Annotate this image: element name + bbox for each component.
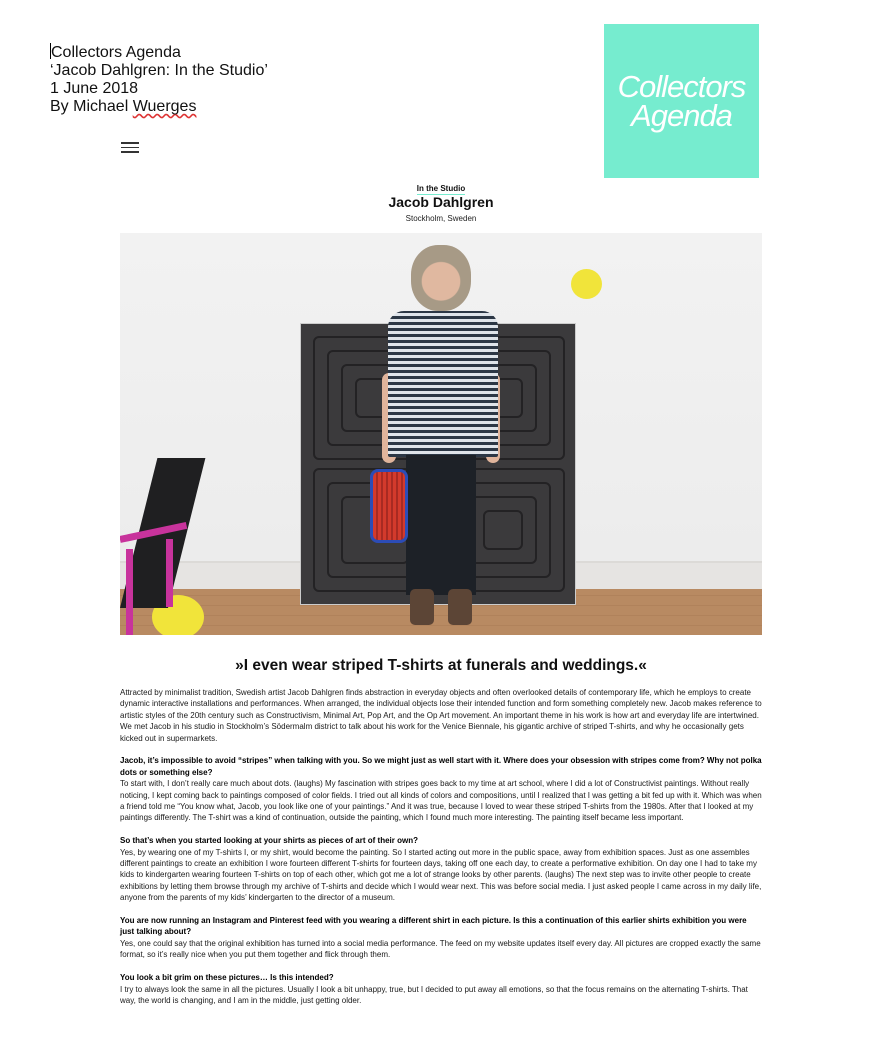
striped-tshirt (388, 311, 498, 457)
spiral-line (483, 510, 523, 550)
chair-leg (126, 549, 133, 635)
logo-line-2: Agenda (631, 98, 732, 133)
misspelled-word[interactable]: Wuerges (132, 98, 197, 115)
date-line: 1 June 2018 (50, 80, 139, 97)
article-title-line: ‘Jacob Dahlgren: In the Studio’ (50, 62, 268, 79)
person-jeans (406, 455, 476, 595)
logo-line-1: Collectors (617, 69, 746, 104)
person-head (411, 245, 471, 311)
person-shoe (410, 589, 434, 625)
artist-location: Stockholm, Sweden (405, 214, 477, 223)
byline: By Michael Wuerges (50, 98, 197, 115)
red-cable-reel (370, 469, 408, 543)
artist-name-heading: Jacob Dahlgren (388, 194, 494, 210)
article-body (120, 687, 762, 1018)
yellow-balloon-wall (571, 269, 602, 299)
interview-question: Jacob, it’s impossible to avoid “stripes” when talking with you. So we might just as well start with it. Where does your obsession with stripes come from? Why not polka dots or something else? (120, 756, 762, 777)
pull-quote: »I even wear striped T-shirts at funerals and weddings.« (235, 657, 647, 674)
interview-answer: I try to always look the same in all the pictures. Usually I look a bit unhappy, true, but I decided to put away all emotions, so that the focus remains on the alternating T-shirts. That way, the world is changing, and I am in the middle, just getting older. (120, 984, 748, 1005)
collectors-agenda-logo[interactable] (604, 24, 759, 178)
hero-photo (120, 233, 762, 635)
kicker-link[interactable]: In the Studio (416, 184, 466, 193)
chair-leg (166, 539, 173, 607)
interview-question: You are now running an Instagram and Pinterest feed with you wearing a different shirt in each picture. Is this a continuation of this earlier shirts exhibition you were just talking about? (120, 916, 747, 937)
person-shoe (448, 589, 472, 625)
document-header[interactable] (50, 43, 268, 116)
interview-answer: Yes, one could say that the original exhibition has turned into a social media performance. The feed on my website updates itself every day. All pictures are cropped exactly the same format, so it’s really nice when you put them together and flick through them. (120, 938, 761, 960)
menu-bar (121, 151, 139, 153)
interview-question: So that’s when you started looking at your shirts as pieces of art of their own? (120, 836, 418, 846)
menu-bar (121, 142, 139, 144)
interview-question: You look a bit grim on these pictures… Is this intended? (120, 973, 334, 983)
interview-answer: To start with, I don’t really care much about dots. (laughs) My fascination with stripes goes back to my time at art school, where I did a lot of Constructivist paintings. Without really noticing, I kept coming back to paintings composed of color fields. I tried out all kinds of colors and compositions, until I realized that I was getting a bit fed up with it. Which was when a friend told me “You know what, Jacob, you look like one of your paintings.” And it was true, because I loved to wear these striped T-shirts from the 1980s. After that I looked at my paintings differently. The T-shirt was a kind of continuation, outside the painting, which I found much more interesting. The painting itself became less important. (120, 779, 762, 823)
interview-answer: Yes, by wearing one of my T-shirts I, or my shirt, would become the painting. So I started acting out more in the public space, away from exhibition spaces. Just as one assembles different paintings to create an exhibition I wore fourteen different T-shirts for fourteen days, taking off one each day, to create a performative exhibition. On day one I had to take my kids to kindergarten wearing fourteen T-shirts on top of each other, which got me a lot of strange looks by other parents. (laughs) The next step was to invite other people to create exhibitions by letting them browse through my archive of T-shirts and decide which I would wear next. This was before social media. I just asked people I came across in my daily life, anyone from the parents of my kids’ kindergarten to the director of a museum. (120, 847, 762, 903)
publication-line: Collectors Agenda (51, 44, 181, 61)
hamburger-menu-icon[interactable] (121, 142, 139, 154)
menu-bar (121, 147, 139, 149)
article-intro: Attracted by minimalist tradition, Swedish artist Jacob Dahlgren finds abstraction in everyday objects and often overlooked details of contemporary life, which he employs to create dynamic interactive installations and performances. When arranged, the individual objects lose their intended function and form something completely new. Jacob makes reference to artistic styles of the 20th century such as Constructivism, Minimal Art, Pop Art, and the Op Art movement. An important theme in his work is how art and everyday life are intertwined. We met Jacob in his studio in Stockholm’s Södermalm district to talk about his work for the Venice Biennale, his gigantic archive of striped T-shirts, and why he occasionally gets kicked out in supermarkets. (120, 688, 762, 743)
